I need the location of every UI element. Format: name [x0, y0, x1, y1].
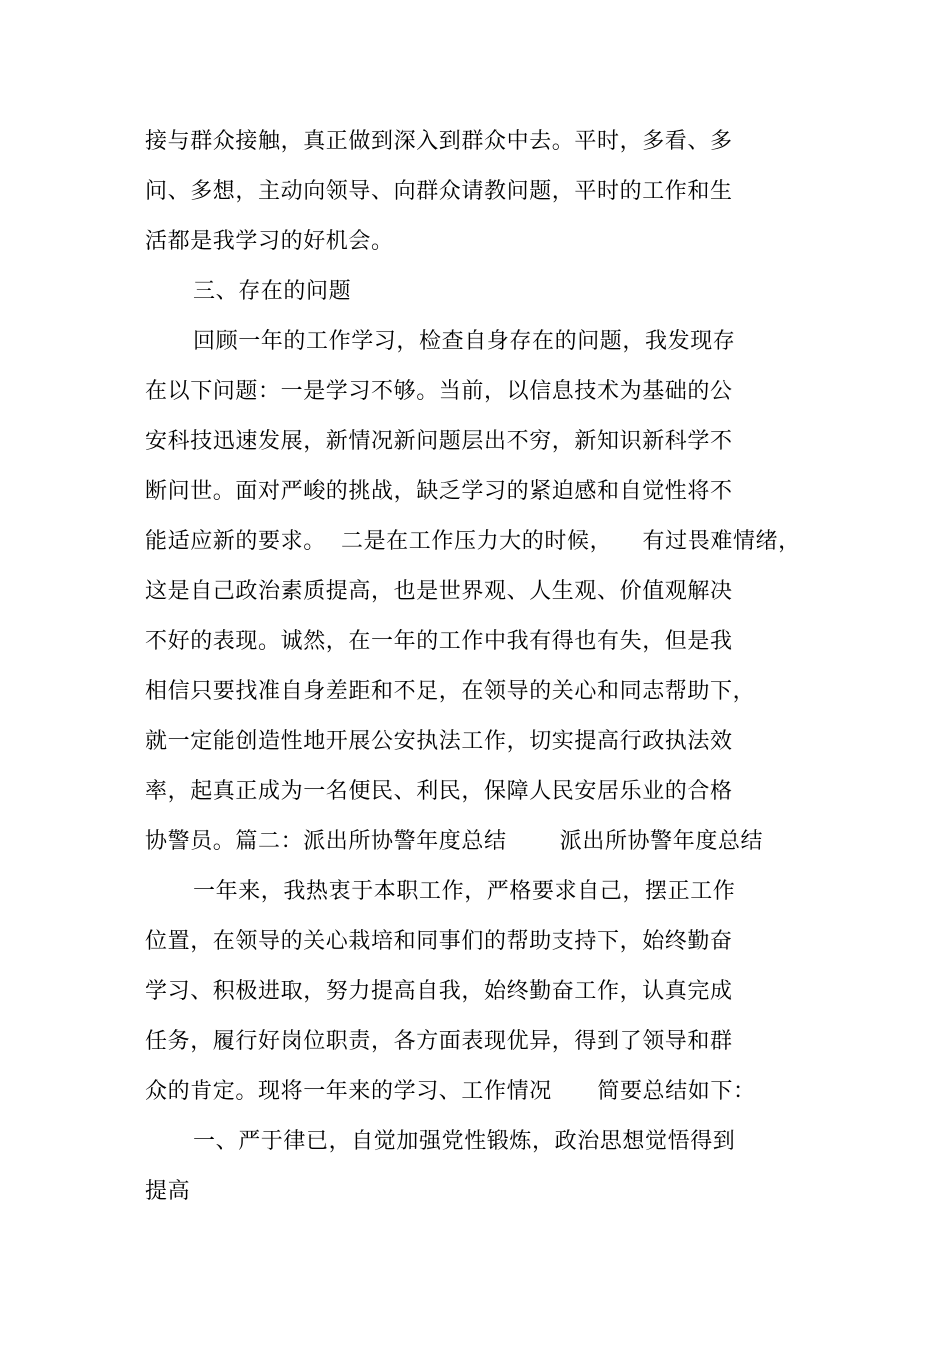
text-line: 活都是我学习的好机会。: [145, 229, 394, 254]
text-line: 就一定能创造性地开展公安执法工作，切实提高行政执法效: [145, 729, 733, 754]
text-line: 相信只要找准自身差距和不足，在领导的关心和同志帮助下，: [145, 679, 756, 704]
text-line: 断问世。面对严峻的挑战，缺乏学习的紧迫感和自觉性将不: [145, 479, 733, 504]
text-line: 任务，履行好岗位职责，各方面表现优异，得到了领导和群: [145, 1029, 733, 1054]
text-line: 一年来，我热衷于本职工作，严格要求自己，摆正工作: [193, 879, 736, 904]
text-line: 问、多想，主动向领导、向群众请教问题，平时的工作和生: [145, 179, 733, 204]
text-line: 众的肯定。现将一年来的学习、工作情况 简要总结如下：: [145, 1079, 756, 1104]
text-line: 安科技迅速发展，新情况新问题层出不穷，新知识新科学不: [145, 429, 733, 454]
text-line: 回顾一年的工作学习，检查自身存在的问题，我发现存: [193, 329, 736, 354]
text-line: 这是自己政治素质提高，也是世界观、人生观、价值观解决: [145, 579, 733, 604]
text-line: 能适应新的要求。 二是在工作压力大的时候， 有过畏难情绪，: [145, 529, 801, 554]
text-line: 率，起真正成为一名便民、利民，保障人民安居乐业的合格: [145, 779, 733, 804]
text-line: 不好的表现。诚然，在一年的工作中我有得也有失，但是我: [145, 629, 733, 654]
section-heading: 一、严于律已，自觉加强党性锻炼，政治思想觉悟得到: [193, 1129, 736, 1154]
section-heading: 三、存在的问题: [193, 279, 352, 304]
text-line: 提高: [145, 1179, 191, 1204]
text-line: 位置，在领导的关心栽培和同事们的帮助支持下，始终勤奋: [145, 929, 733, 954]
text-line: 学习、积极进取，努力提高自我，始终勤奋工作，认真完成: [145, 979, 733, 1004]
text-line: 接与群众接触，真正做到深入到群众中去。平时，多看、多: [145, 129, 733, 154]
text-line: 在以下问题：一是学习不够。当前，以信息技术为基础的公: [145, 379, 733, 404]
text-line: 协警员。篇二：派出所协警年度总结 派出所协警年度总结: [145, 829, 764, 854]
